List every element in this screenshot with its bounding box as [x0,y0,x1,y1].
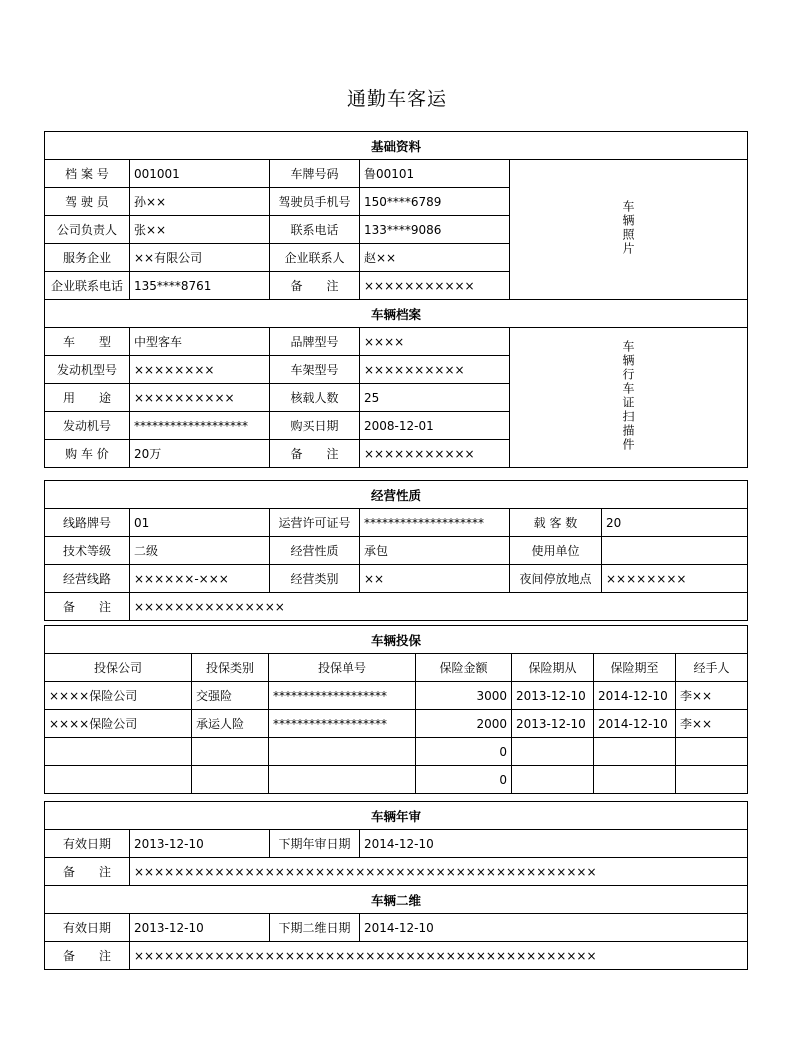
label-maintenance-remark: 备 注 [45,942,130,970]
value-operation-route[interactable]: ××××××-××× [130,565,270,593]
license-scan-label: 车辆行车证扫描件 [621,340,636,452]
value-passenger-count[interactable]: 20 [602,509,748,537]
value-user-unit[interactable] [602,537,748,565]
insurance-amount[interactable]: 3000 [416,682,512,710]
value-file-no[interactable]: 001001 [130,160,270,188]
column-header: 经手人 [676,654,748,682]
table-row [45,738,748,766]
insurance-amount[interactable]: 0 [416,738,512,766]
label-annual-valid-date: 有效日期 [45,830,130,858]
value-next-annual-date[interactable]: 2014-12-10 [360,830,748,858]
column-header: 投保类别 [192,654,269,682]
insurance-table [44,625,748,794]
value-capacity[interactable]: 25 [360,384,510,412]
label-company-phone: 企业联系电话 [45,272,130,300]
insurance-policy-no[interactable] [269,766,416,794]
value-driver-phone[interactable]: 150****6789 [360,188,510,216]
value-annual-remark[interactable]: ×××××××××××××××××××××××××××××××××××××××××××××× [130,858,748,886]
insurance-amount[interactable]: 0 [416,766,512,794]
value-night-parking[interactable]: ×××××××× [602,565,748,593]
label-usage: 用 途 [45,384,130,412]
label-plate-no: 车牌号码 [270,160,360,188]
insurance-from[interactable] [512,766,594,794]
column-header: 投保公司 [45,654,192,682]
label-next-maintenance-date: 下期二维日期 [270,914,360,942]
label-operation-remark: 备 注 [45,593,130,621]
insurance-policy-no[interactable]: ******************* [269,710,416,738]
value-basic-remark[interactable]: ××××××××××× [360,272,510,300]
label-next-annual-date: 下期年审日期 [270,830,360,858]
section-annual-header: 车辆年审 [45,802,748,830]
table-row [45,766,748,794]
value-frame-model[interactable]: ×××××××××× [360,356,510,384]
label-operation-category: 经营类别 [270,565,360,593]
operation-table [44,480,748,621]
insurance-type[interactable] [192,766,269,794]
insurance-type[interactable] [192,738,269,766]
label-file-no: 档 案 号 [45,160,130,188]
value-tech-grade[interactable]: 二级 [130,537,270,565]
value-maintenance-remark[interactable]: ×××××××××××××××××××××××××××××××××××××××××××××× [130,942,748,970]
page-title: 通勤车客运 [346,88,447,110]
insurance-handler[interactable] [676,738,748,766]
value-driver[interactable]: 孙×× [130,188,270,216]
license-scan-cell[interactable] [510,328,748,468]
value-brand-model[interactable]: ×××× [360,328,510,356]
label-engine-model: 发动机型号 [45,356,130,384]
section-insurance-header: 车辆投保 [45,626,748,654]
insurance-company[interactable]: ××××保险公司 [45,682,192,710]
value-operation-remark[interactable]: ××××××××××××××× [130,593,748,621]
value-engine-model[interactable]: ×××××××× [130,356,270,384]
label-service-company: 服务企业 [45,244,130,272]
section-basic-header: 基础资料 [45,132,748,160]
value-manager[interactable]: 张×× [130,216,270,244]
label-basic-remark: 备 注 [270,272,360,300]
section-maintenance-header: 车辆二维 [45,886,748,914]
value-vehicle-remark[interactable]: ××××××××××× [360,440,510,468]
column-header: 保险金额 [416,654,512,682]
label-tech-grade: 技术等级 [45,537,130,565]
column-header: 保险期从 [512,654,594,682]
section-vehicle-header: 车辆档案 [45,300,748,328]
insurance-from[interactable] [512,738,594,766]
value-company-contact[interactable]: 赵×× [360,244,510,272]
insurance-to[interactable]: 2014-12-10 [594,682,676,710]
insurance-company[interactable] [45,738,192,766]
label-user-unit: 使用单位 [510,537,602,565]
label-operation-nature: 经营性质 [270,537,360,565]
insurance-company[interactable]: ××××保险公司 [45,710,192,738]
label-permit-no: 运营许可证号 [270,509,360,537]
review-table [44,801,748,970]
insurance-company[interactable] [45,766,192,794]
insurance-policy-no[interactable] [269,738,416,766]
label-vehicle-type: 车 型 [45,328,130,356]
label-purchase-date: 购买日期 [270,412,360,440]
column-header: 保险期至 [594,654,676,682]
insurance-to[interactable]: 2014-12-10 [594,710,676,738]
value-engine-no[interactable]: ******************* [130,412,270,440]
value-annual-valid-date[interactable]: 2013-12-10 [130,830,270,858]
insurance-handler[interactable] [676,766,748,794]
label-capacity: 核载人数 [270,384,360,412]
label-operation-route: 经营线路 [45,565,130,593]
label-passenger-count: 载 客 数 [510,509,602,537]
label-route-no: 线路牌号 [45,509,130,537]
value-vehicle-type[interactable]: 中型客车 [130,328,270,356]
table-row [45,710,748,738]
insurance-handler[interactable]: 李×× [676,710,748,738]
label-annual-remark: 备 注 [45,858,130,886]
value-usage[interactable]: ×××××××××× [130,384,270,412]
insurance-to[interactable] [594,766,676,794]
insurance-policy-no[interactable]: ******************* [269,682,416,710]
label-manager: 公司负责人 [45,216,130,244]
value-route-no[interactable]: 01 [130,509,270,537]
insurance-type[interactable]: 承运人险 [192,710,269,738]
value-company-phone[interactable]: 135****8761 [130,272,270,300]
label-engine-no: 发动机号 [45,412,130,440]
insurance-handler[interactable]: 李×× [676,682,748,710]
label-night-parking: 夜间停放地点 [510,565,602,593]
table-row [45,682,748,710]
value-purchase-price[interactable]: 20万 [130,440,270,468]
label-purchase-price: 购 车 价 [45,440,130,468]
label-vehicle-remark: 备 注 [270,440,360,468]
insurance-from[interactable]: 2013-12-10 [512,682,594,710]
value-maintenance-valid-date[interactable]: 2013-12-10 [130,914,270,942]
vehicle-photo-cell[interactable] [510,160,748,300]
label-contact-phone: 联系电话 [270,216,360,244]
label-driver: 驾 驶 员 [45,188,130,216]
value-plate-no[interactable]: 鲁00101 [360,160,510,188]
value-next-maintenance-date[interactable]: 2014-12-10 [360,914,748,942]
label-driver-phone: 驾驶员手机号 [270,188,360,216]
insurance-to[interactable] [594,738,676,766]
value-operation-nature[interactable]: 承包 [360,537,510,565]
insurance-amount[interactable]: 2000 [416,710,512,738]
column-header: 投保单号 [269,654,416,682]
label-brand-model: 品牌型号 [270,328,360,356]
section-operation-header: 经营性质 [45,481,748,509]
value-service-company[interactable]: ××有限公司 [130,244,270,272]
value-purchase-date[interactable]: 2008-12-01 [360,412,510,440]
value-contact-phone[interactable]: 133****9086 [360,216,510,244]
value-permit-no[interactable]: ******************** [360,509,510,537]
label-frame-model: 车架型号 [270,356,360,384]
insurance-from[interactable]: 2013-12-10 [512,710,594,738]
label-maintenance-valid-date: 有效日期 [45,914,130,942]
basic-vehicle-table [44,131,748,468]
insurance-type[interactable]: 交强险 [192,682,269,710]
value-operation-category[interactable]: ×× [360,565,510,593]
label-company-contact: 企业联系人 [270,244,360,272]
vehicle-photo-label: 车辆照片 [621,200,636,256]
